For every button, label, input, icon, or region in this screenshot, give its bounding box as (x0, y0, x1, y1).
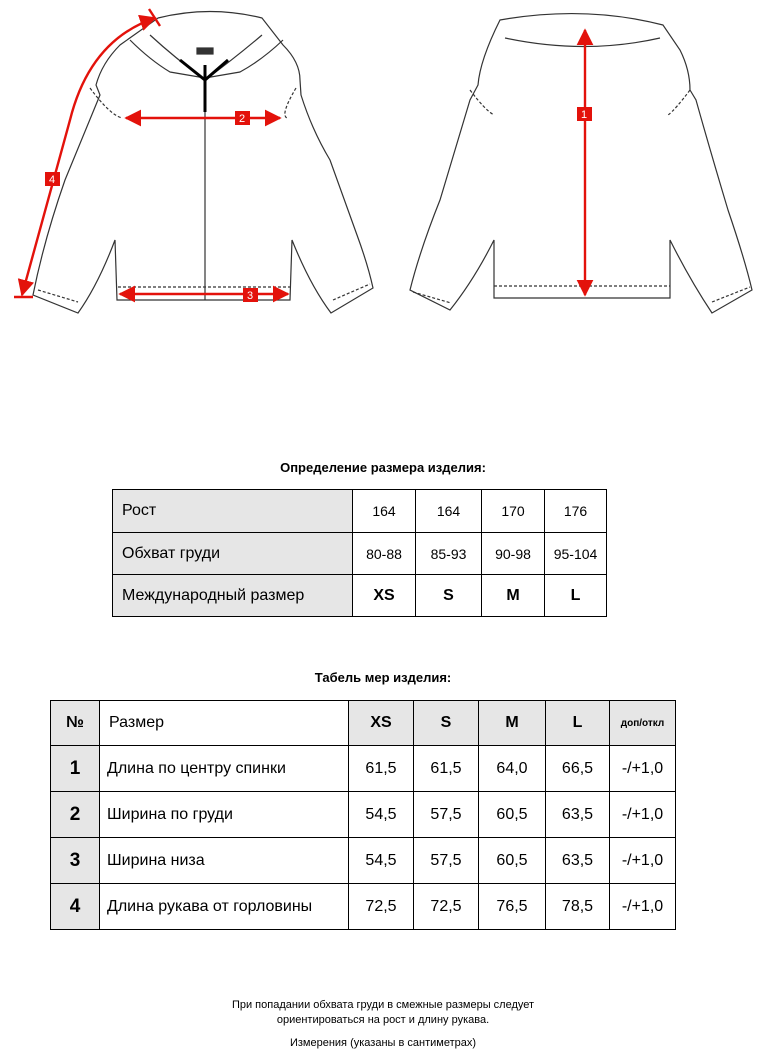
row-number: 4 (51, 884, 100, 930)
table-cell: 54,5 (349, 792, 414, 838)
header-tolerance: доп/откл (610, 701, 676, 746)
garment-sketches (0, 0, 766, 330)
table-cell: 63,5 (546, 838, 610, 884)
table-cell: 176 (545, 490, 607, 533)
note-line-2: ориентироваться на рост и длину рукава. (276, 1014, 490, 1026)
table-cell: 85-93 (416, 533, 482, 575)
marker-4: 4 (49, 174, 56, 186)
table-cell: 95-104 (545, 533, 607, 575)
marker-2: 2 (239, 113, 246, 125)
header-num: № (51, 701, 100, 746)
table-cell: 78,5 (546, 884, 610, 930)
header-xs: XS (349, 701, 414, 746)
table-cell: 61,5 (349, 746, 414, 792)
table-cell: M (482, 575, 545, 617)
table-cell: -/+1,0 (610, 884, 676, 930)
row-name: Ширина низа (100, 838, 349, 884)
table-cell: 164 (353, 490, 416, 533)
header-size: Размер (100, 701, 349, 746)
table-cell: 72,5 (349, 884, 414, 930)
table-cell: 80-88 (353, 533, 416, 575)
front-sketch (33, 12, 373, 314)
row-name: Длина по центру спинки (100, 746, 349, 792)
row-number: 1 (51, 746, 100, 792)
measurements-title: Табель мер изделия: (314, 670, 452, 685)
table-cell: L (545, 575, 607, 617)
note-line-1: При попадании обхвата груди в смежные размеры следует (231, 999, 535, 1011)
table-cell: 63,5 (546, 792, 610, 838)
table-cell: 64,0 (479, 746, 546, 792)
size-definition-title: Определение размера изделия: (280, 460, 486, 475)
table-row (51, 838, 676, 884)
marker-1: 1 (581, 109, 588, 121)
table-cell: -/+1,0 (610, 792, 676, 838)
table-cell: 57,5 (414, 792, 479, 838)
table-cell: 60,5 (479, 838, 546, 884)
row-name: Длина рукава от горловины (100, 884, 349, 930)
table-cell: S (416, 575, 482, 617)
row-label: Международный размер (113, 575, 353, 617)
table-row (51, 746, 676, 792)
table-cell: 66,5 (546, 746, 610, 792)
table-row (113, 490, 607, 533)
table-row (113, 575, 607, 617)
row-label: Рост (113, 490, 353, 533)
table-cell: -/+1,0 (610, 746, 676, 792)
table-header-row (51, 701, 676, 746)
table-cell: 60,5 (479, 792, 546, 838)
table-cell: 54,5 (349, 838, 414, 884)
table-cell: -/+1,0 (610, 838, 676, 884)
size-definition-table (112, 489, 607, 617)
table-row (51, 792, 676, 838)
table-cell: XS (353, 575, 416, 617)
table-row (113, 533, 607, 575)
marker-3: 3 (247, 290, 254, 302)
table-cell: 90-98 (482, 533, 545, 575)
table-cell: 72,5 (414, 884, 479, 930)
row-label: Обхват груди (113, 533, 353, 575)
table-cell: 76,5 (479, 884, 546, 930)
header-l: L (546, 701, 610, 746)
note-line-3: Измерения (указаны в сантиметрах) (289, 1037, 477, 1049)
row-number: 3 (51, 838, 100, 884)
row-name: Ширина по груди (100, 792, 349, 838)
measure-markers (45, 107, 592, 302)
header-m: M (479, 701, 546, 746)
table-cell: 61,5 (414, 746, 479, 792)
measurements-table (50, 700, 676, 930)
header-s: S (414, 701, 479, 746)
table-cell: 57,5 (414, 838, 479, 884)
measure-lines (14, 9, 588, 297)
row-number: 2 (51, 792, 100, 838)
table-row (51, 884, 676, 930)
table-cell: 164 (416, 490, 482, 533)
back-sketch (410, 14, 752, 313)
table-cell: 170 (482, 490, 545, 533)
